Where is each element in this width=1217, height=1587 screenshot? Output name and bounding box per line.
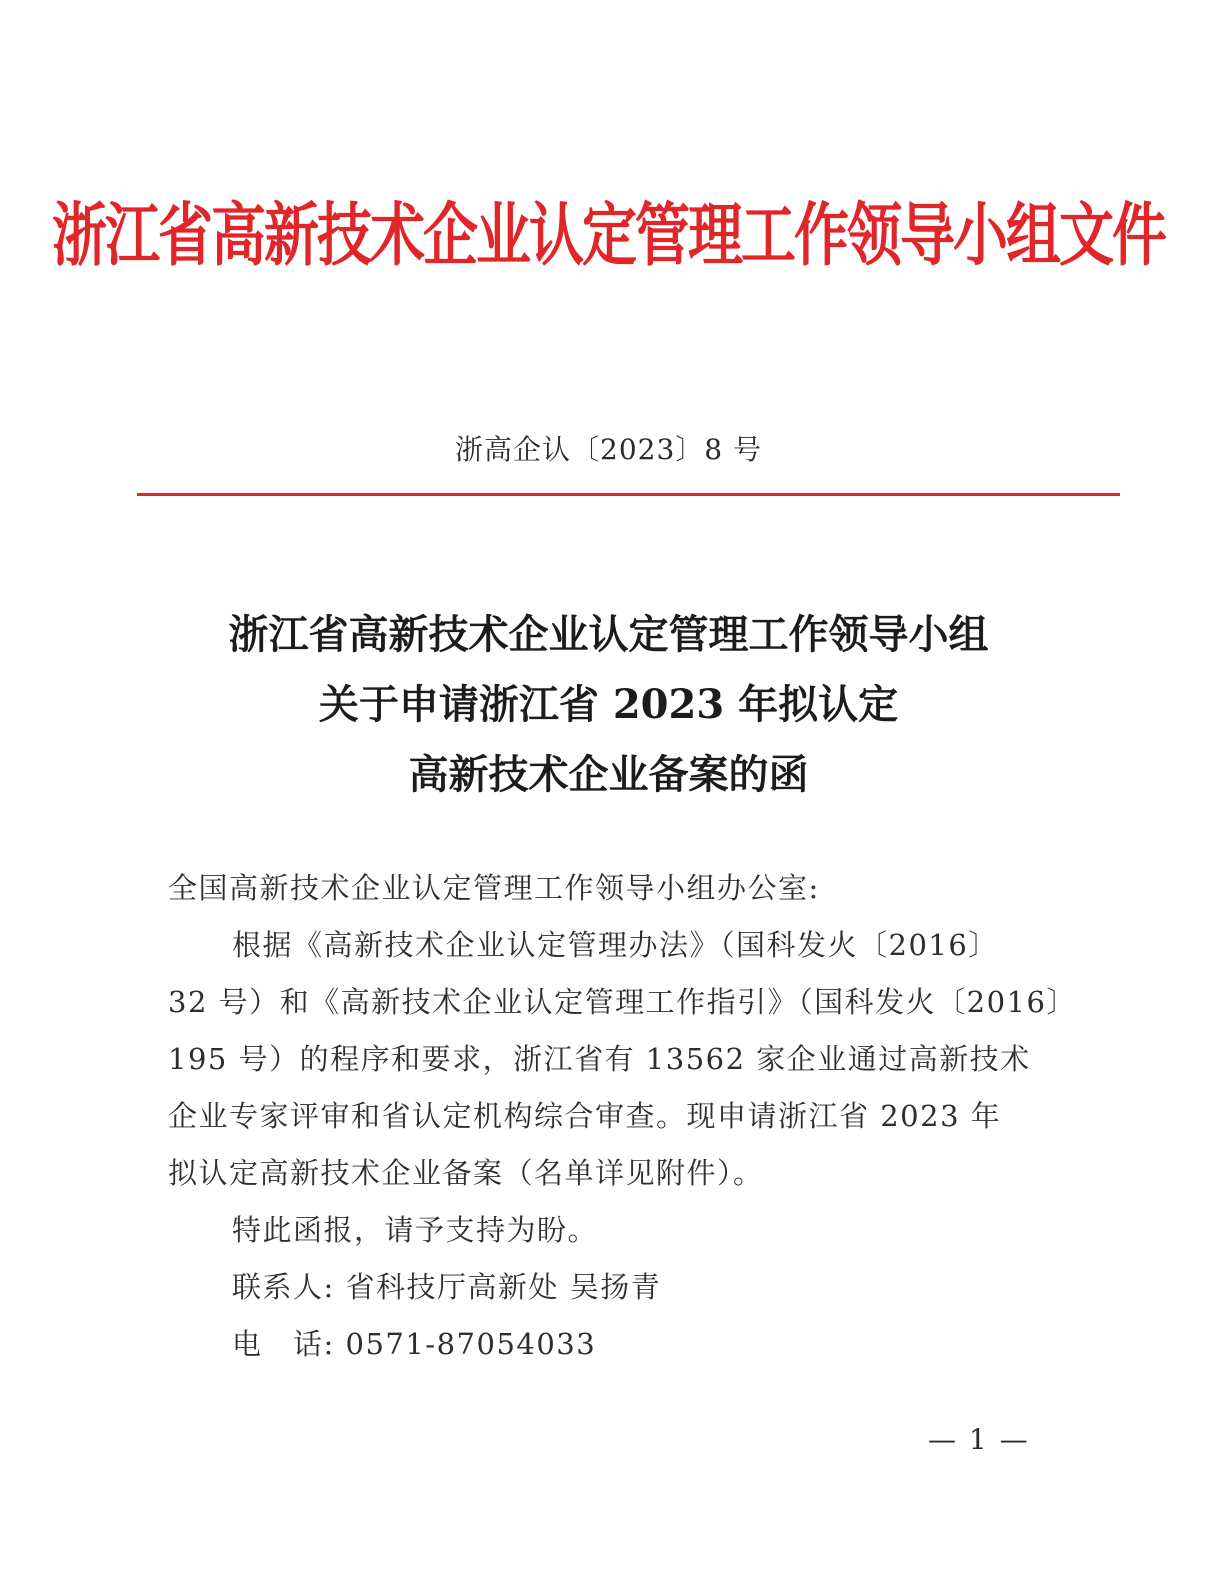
document-masthead: 浙江省高新技术企业认定管理工作领导小组文件 [51,193,1165,275]
title-line-3: 高新技术企业备案的函 [408,751,809,798]
document-title [0,600,1217,810]
contact-person: 联系人: 省科技厅高新处 吴扬青 [232,1270,662,1304]
body-paragraph-line: 根据《高新技术企业认定管理办法》（国科发火〔2016〕 [232,928,999,962]
contact-phone: 电 话: 0571-87054033 [232,1327,597,1361]
salutation: 全国高新技术企业认定管理工作领导小组办公室: [168,871,820,905]
red-divider-line [137,493,1120,496]
document-body [168,860,1077,1373]
title-line-2: 关于申请浙江省 2023 年拟认定 [318,681,899,728]
body-paragraph-line: 企业专家评审和省认定机构综合审查。现申请浙江省 2023 年 [168,1099,1002,1133]
document-number: 浙高企认〔2023〕8 号 [455,433,762,466]
body-paragraph-line: 32 号）和《高新技术企业认定管理工作指引》（国科发火〔2016〕 [168,985,1077,1019]
body-paragraph-line: 拟认定高新技术企业备案（名单详见附件）。 [168,1156,764,1190]
body-paragraph-line: 195 号）的程序和要求，浙江省有 13562 家企业通过高新技术 [168,1042,1031,1076]
page-number: — 1 — [928,1423,1030,1456]
closing-paragraph: 特此函报，请予支持为盼。 [232,1213,599,1247]
title-line-1: 浙江省高新技术企业认定管理工作领导小组 [228,611,989,658]
